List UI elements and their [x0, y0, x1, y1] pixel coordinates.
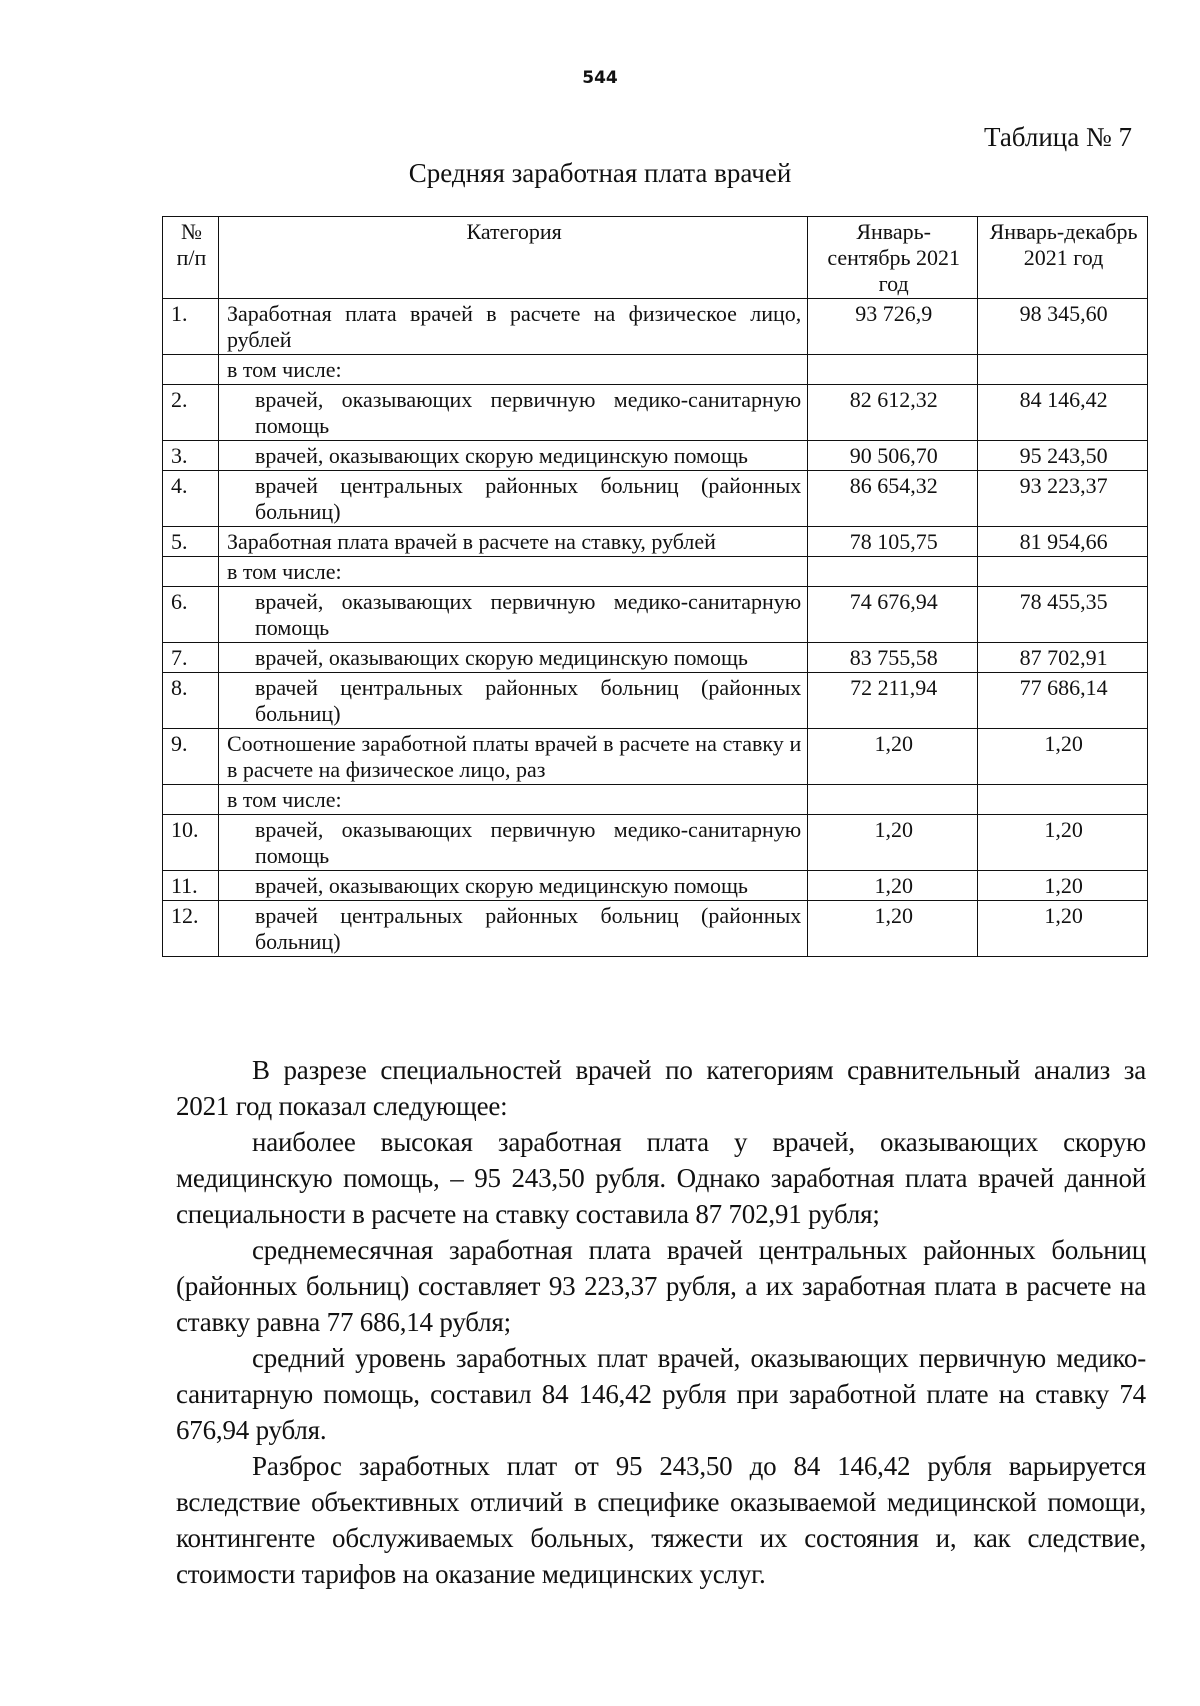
row-number: 4.: [163, 471, 219, 527]
table-row: [163, 441, 1148, 471]
row-category: в том числе:: [218, 785, 807, 815]
row-value-period-1: 1,20: [808, 901, 978, 957]
table-row: [163, 587, 1148, 643]
row-value-period-1: 86 654,32: [808, 471, 978, 527]
row-category: Заработная плата врачей в расчете на физическое лицо, рублей: [218, 299, 807, 355]
row-number: 3.: [163, 441, 219, 471]
header-period-2: Январь-декабрь 2021 год: [978, 217, 1148, 299]
row-number: 6.: [163, 587, 219, 643]
row-number: [163, 785, 219, 815]
row-value-period-1: 1,20: [808, 729, 978, 785]
table-row: [163, 785, 1148, 815]
paragraph-2: наиболее высокая заработная плата у врачей, оказывающих скорую медицинскую помощь, – 95 243,50 рубля. Однако заработная плата врачей данной специальности в расчете на ставку составила 87 702,91 рубля;: [176, 1127, 1146, 1229]
row-value-period-1: 74 676,94: [808, 587, 978, 643]
row-value-period-1: 93 726,9: [808, 299, 978, 355]
row-value-period-2: 1,20: [978, 871, 1148, 901]
row-category: Заработная плата врачей в расчете на ставку, рублей: [218, 527, 807, 557]
row-value-period-1: [808, 785, 978, 815]
page-number: 544: [582, 68, 618, 88]
row-value-period-2: 87 702,91: [978, 643, 1148, 673]
table-header-row: [163, 217, 1148, 299]
row-category: Соотношение заработной платы врачей в расчете на ставку и в расчете на физическое лицо, раз: [218, 729, 807, 785]
row-category: врачей, оказывающих первичную медико-санитарную помощь: [218, 815, 807, 871]
row-number: 5.: [163, 527, 219, 557]
row-number: 12.: [163, 901, 219, 957]
row-number: 10.: [163, 815, 219, 871]
row-value-period-1: 1,20: [808, 815, 978, 871]
table-row: [163, 871, 1148, 901]
salary-table: [162, 216, 1148, 957]
row-number: 9.: [163, 729, 219, 785]
row-category: врачей, оказывающих скорую медицинскую помощь: [218, 441, 807, 471]
table-body: [163, 299, 1148, 957]
table-row: [163, 557, 1148, 587]
row-value-period-2: 81 954,66: [978, 527, 1148, 557]
row-category: в том числе:: [218, 355, 807, 385]
paragraph-1: В разрезе специальностей врачей по категориям сравнительный анализ за 2021 год показал следующее:: [176, 1055, 1146, 1121]
table-row: [163, 901, 1148, 957]
table-label: Таблица № 7: [984, 122, 1132, 152]
row-category: в том числе:: [218, 557, 807, 587]
row-value-period-2: 1,20: [978, 815, 1148, 871]
paragraph-3: среднемесячная заработная плата врачей центральных районных больниц (районных больниц) составляет 93 223,37 рубля, а их заработная плата в расчете на ставку равна 77 686,14 рубля;: [176, 1235, 1146, 1337]
row-value-period-2: 95 243,50: [978, 441, 1148, 471]
table-row: [163, 527, 1148, 557]
row-value-period-1: 72 211,94: [808, 673, 978, 729]
table-title: Средняя заработная плата врачей: [408, 158, 792, 188]
table-row: [163, 815, 1148, 871]
row-value-period-1: [808, 355, 978, 385]
row-category: врачей, оказывающих скорую медицинскую помощь: [218, 871, 807, 901]
row-value-period-2: 78 455,35: [978, 587, 1148, 643]
analysis-text: [176, 1052, 1146, 1592]
row-category: врачей центральных районных больниц (районных больниц): [218, 673, 807, 729]
table-row: [163, 643, 1148, 673]
row-value-period-1: 82 612,32: [808, 385, 978, 441]
row-number: 8.: [163, 673, 219, 729]
row-value-period-1: 1,20: [808, 871, 978, 901]
row-number: 2.: [163, 385, 219, 441]
row-value-period-2: 93 223,37: [978, 471, 1148, 527]
row-value-period-1: 83 755,58: [808, 643, 978, 673]
table-row: [163, 471, 1148, 527]
table-row: [163, 729, 1148, 785]
row-value-period-2: [978, 785, 1148, 815]
row-number: 1.: [163, 299, 219, 355]
row-number: 11.: [163, 871, 219, 901]
row-value-period-2: 1,20: [978, 729, 1148, 785]
row-category: врачей, оказывающих первичную медико-санитарную помощь: [218, 587, 807, 643]
row-category: врачей, оказывающих первичную медико-санитарную помощь: [218, 385, 807, 441]
row-value-period-1: 78 105,75: [808, 527, 978, 557]
table-row: [163, 673, 1148, 729]
paragraph-4: средний уровень заработных плат врачей, оказывающих первичную медико-санитарную помощь, составил 84 146,42 рубля при заработной плате на ставку 74 676,94 рубля.: [176, 1343, 1146, 1445]
row-value-period-2: 84 146,42: [978, 385, 1148, 441]
table-row: [163, 299, 1148, 355]
header-period-1: Январь-сентябрь 2021 год: [808, 217, 978, 299]
row-number: [163, 355, 219, 385]
header-num: № п/п: [163, 217, 219, 299]
row-number: 7.: [163, 643, 219, 673]
row-category: врачей центральных районных больниц (районных больниц): [218, 901, 807, 957]
table-row: [163, 355, 1148, 385]
row-value-period-2: 77 686,14: [978, 673, 1148, 729]
header-category: Категория: [218, 217, 807, 299]
row-category: врачей, оказывающих скорую медицинскую помощь: [218, 643, 807, 673]
row-category: врачей центральных районных больниц (районных больниц): [218, 471, 807, 527]
table-row: [163, 385, 1148, 441]
row-value-period-2: [978, 355, 1148, 385]
row-value-period-1: [808, 557, 978, 587]
row-value-period-2: 1,20: [978, 901, 1148, 957]
paragraph-5: Разброс заработных плат от 95 243,50 до 84 146,42 рубля варьируется вследствие объективных отличий в специфике оказываемой медицинской помощи, контингенте обслуживаемых больных, тяжести их состояния и, как следствие, стоимости тарифов на оказание медицинских услуг.: [176, 1451, 1146, 1589]
row-number: [163, 557, 219, 587]
row-value-period-2: [978, 557, 1148, 587]
row-value-period-2: 98 345,60: [978, 299, 1148, 355]
row-value-period-1: 90 506,70: [808, 441, 978, 471]
